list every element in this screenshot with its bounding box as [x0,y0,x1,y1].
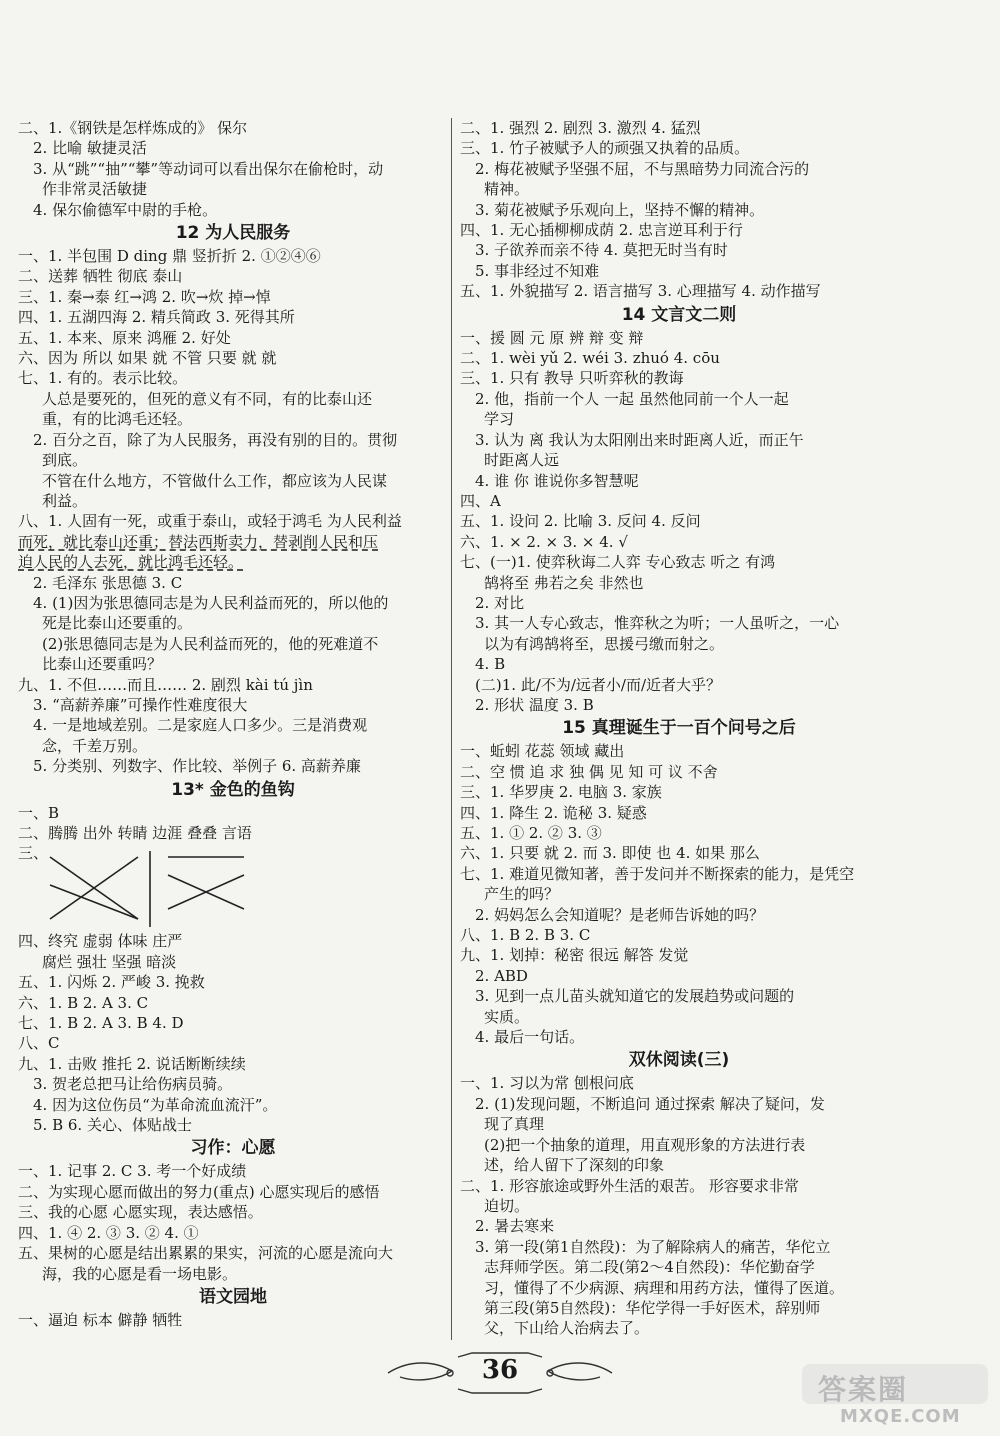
answer-line: 九、1. 不但……而且…… 2. 剧烈 kài tú jìn [18,675,313,694]
answer-line: 3. 从“跳”“抽”“攀”等动词可以看出保尔在偷枪时，动 [33,159,384,178]
answer-line: 五、果树的心愿是结出累累的果实，河流的心愿是流向大 [18,1244,394,1263]
column-divider [451,118,452,1340]
answer-line: 一、1. 习以为常 刨根问底 [460,1074,634,1093]
answer-line: 二、1. 强烈 2. 剧烈 3. 激烈 4. 猛烈 [460,119,701,137]
answer-line: 4. 保尔偷德军中尉的手枪。 [33,200,218,219]
answer-line: 四、1. ④ 2. ③ 3. ② 4. ① [18,1223,199,1242]
answer-line: 5. 事非经过不知难 [475,261,600,280]
answer-line: 重，有的比鸿毛还轻。 [42,410,193,429]
answer-line: 3. 认为 离 我认为太阳刚出来时距离人近，而正午 [475,430,804,449]
section-writing-answers [18,1161,448,1283]
answer-line: 五、1. 外貌描写 2. 语言描写 3. 心理描写 4. 动作描写 [460,282,821,301]
answer-line: 父，下山给人治病去了。 [484,1319,650,1338]
answer-line: 3. 贺老总把马让给伤病员骑。 [33,1075,233,1094]
answer-line: (二)1. 此/不为/远者小/而/近者大乎？ [475,675,721,694]
answer-line: 二、送葬 牺牲 彻底 泰山 [18,267,183,286]
answer-line: 二、空 惯 追 求 独 偶 见 知 可 议 不舍 [460,762,718,781]
answer-line: 八、1. 人固有一死，或重于泰山，或轻于鸿毛 为人民利益 [18,512,402,531]
answer-line: 二、1. wèi yǔ 2. wéi 3. zhuó 4. cōu [460,349,720,368]
answer-line: 精神。 [484,180,530,199]
answer-line: 志拜师学医。第二段(第2～4自然段)：华佗勤奋学 [484,1258,815,1277]
section-garden-answers [18,1310,448,1330]
answer-line: 腐烂 强壮 坚强 暗淡 [42,952,177,971]
answer-line: 3. 第一段(第1自然段)：为了解除病人的痛苦，华佗立 [475,1237,831,1256]
watermark-url: MXQE.COM [840,1406,961,1427]
answer-line: 三、1. 秦→泰 红→鸿 2. 吹→炊 掉→悼 [18,287,271,306]
section-weekend-reading-answers [460,1073,898,1338]
answer-line: 三、我的心愿 心愿实现，表达感悟。 [18,1203,263,1222]
answer-line: 一、逼迫 标本 僻静 牺牲 [18,1310,183,1329]
answer-line: 2. 毛泽东 张思德 3. C [33,573,183,592]
answer-line: 4. B [475,655,506,674]
answer-line: 六、1. × 2. × 3. × 4. √ [460,532,628,551]
answer-line: 一、1. 记事 2. C 3. 考一个好成绩 [18,1162,247,1181]
section-title-weekend-reading: 双休阅读(三) [628,1050,730,1071]
answer-line: 3. 其一人专心致志，惟弈秋之为听；一人虽听之，一心 [475,614,840,633]
answer-line: 三、1. 竹子被赋予人的顽强又执着的品质。 [460,139,750,158]
answer-line: 一、蚯蚓 花蕊 领域 藏出 [460,742,625,761]
left-top-block [18,118,448,220]
section-title-15: 15 真理诞生于一百个问号之后 [562,718,796,739]
answer-line: (2)张思德同志是为人民利益而死的，他的死难道不 [42,634,379,653]
answer-line: 5. B 6. 关心、体贴战士 [33,1116,192,1135]
answer-line: 五、1. 设问 2. 比喻 3. 反问 4. 反问 [460,512,701,531]
answer-line: 比泰山还要重吗？ [42,655,163,674]
section-15-answers [460,741,898,1047]
answer-line: 五、1. 闪烁 2. 严峻 3. 挽救 [18,973,205,992]
answer-line: 七、(一)1. 使弈秋诲二人弈 专心致志 听之 有鸿 [460,553,776,572]
answer-line: 2. 形状 温度 3. B [475,695,594,714]
matching-lines-icon [44,847,264,927]
answer-line: 2. 百分之百，除了为人民服务，再没有别的目的。贯彻 [33,430,398,449]
answer-line: 2. 梅花被赋予坚强不屈，不与黑暗势力同流合污的 [475,159,810,178]
answer-line: 念，千差万别。 [42,736,148,755]
answer-line: 六、1. 只要 就 2. 而 3. 即使 也 4. 如果 那么 [460,844,760,863]
section-title-garden: 语文园地 [199,1286,267,1307]
answer-line: 3. “高薪养廉”可操作性难度很大 [33,695,248,714]
answer-line: 七、1. 难道见微知著，善于发问并不断探索的能力，是凭空 [460,864,855,883]
answer-line: 2. 他，指前一个人 一起 虽然他同前一个人一起 [475,389,789,408]
answer-line: 五、1. 本来、原来 鸿雁 2. 好处 [18,328,231,347]
answer-line: 而死，就比泰山还重；替法西斯卖力，替剥削人民和压 [18,532,379,551]
answer-line: 八、C [18,1034,60,1053]
matching-lines-figure [18,843,448,931]
answer-line: 四、1. 降生 2. 诡秘 3. 疑惑 [460,803,647,822]
section-title-12: 12 为人民服务 [175,223,291,244]
answer-line: 不管在什么地方，不管做什么工作，都应该为人民谋 [42,471,388,490]
answer-line: 4. 因为这位伤员“为革命流血流汗”。 [33,1095,278,1114]
section-title-writing: 习作：心愿 [190,1138,276,1159]
answer-line: 5. 分类别、列数字、作比较、举例子 6. 高薪养廉 [33,757,361,776]
section-12-answers [18,246,448,777]
answer-line: 述，给人留下了深刻的印象 [484,1156,665,1175]
answer-line: 九、1. 划掉：秘密 很远 解答 发觉 [460,946,689,965]
answer-line: 一、1. 半包围 D ding 鼎 竖折折 2. ①②④⑥ [18,247,321,266]
section-14-answers [460,328,898,716]
answer-line: 二、1. 形容旅途或野外生活的艰苦。 形容要求非常 [460,1176,799,1195]
answer-line: 九、1. 击败 推托 2. 说话断断续续 [18,1054,246,1073]
answer-line: 七、1. B 2. A 3. B 4. D [18,1014,184,1033]
answer-line: (2)把一个抽象的道理，用直观形象的方法进行表 [484,1135,806,1154]
answer-line: 2. 暑去寒来 [475,1217,555,1236]
answer-line: 八、1. B 2. B 3. C [460,926,591,945]
answer-line: 人总是要死的，但死的意义有不同，有的比泰山还 [42,389,373,408]
answer-line: 一、B [18,803,60,822]
left-column [18,118,448,1330]
answer-line: 学习 [484,410,515,429]
answer-line: 三、1. 华罗庚 2. 电脑 3. 家族 [460,783,662,802]
answer-line: 实质。 [484,1007,530,1026]
answer-line: 死是比泰山还要重的。 [42,614,193,633]
answer-line: 产生的吗？ [484,885,560,904]
answer-line: 一、援 圆 元 原 辨 辩 变 辩 [460,328,644,347]
section-13-answers [18,803,448,1136]
answer-line: 三、 [18,844,49,863]
answer-line: 三、1. 只有 教导 只听弈秋的教诲 [460,369,684,388]
answer-line: 利益。 [42,491,88,510]
answer-line: 海，我的心愿是看一场电影。 [42,1264,238,1283]
answer-line: 3. 菊花被赋予乐观向上，坚持不懈的精神。 [475,200,765,219]
answer-line: 四、1. 五湖四海 2. 精兵简政 3. 死得其所 [18,308,295,327]
answer-line: 二、1.《钢铁是怎样炼成的》 保尔 [18,119,248,137]
answer-line: 鹄将至 弗若之矣 非然也 [484,573,644,592]
answer-line: 二、腾腾 出外 转睛 边涯 叠叠 言语 [18,824,252,842]
answer-line: 四、A [460,491,501,510]
watermark-title: 答案圈 [818,1373,909,1406]
answer-line: 到底。 [42,451,88,470]
answer-line: 第三段(第5自然段)：华佗学得一手好医术，辞别师 [484,1298,821,1317]
answer-line: 四、1. 无心插柳柳成荫 2. 忠言逆耳利于行 [460,221,743,240]
answer-line: 4. (1)因为张思德同志是为人民利益而死的，所以他的 [33,593,389,612]
answer-line: 五、1. ① 2. ② 3. ③ [460,824,602,842]
answer-line: 4. 一是地域差别。二是家庭人口多少。三是消费观 [33,716,368,735]
right-top-block [460,118,898,302]
answer-line: 2. ABD [475,966,528,985]
answer-line: 4. 最后一句话。 [475,1028,585,1047]
answer-line: 2. 对比 [475,593,525,612]
answer-line: 二、为实现心愿而做出的努力(重点) 心愿实现后的感悟 [18,1182,380,1201]
answer-line: 3. 子欲养而亲不待 4. 莫把无时当有时 [475,241,728,260]
answer-line: 七、1. 有的。表示比较。 [18,369,188,388]
answer-line: 迫切。 [484,1196,530,1215]
answer-line: 以为有鸿鹄将至，思援弓缴而射之。 [484,634,725,653]
page-number: 36 [481,1355,519,1385]
answer-line: 六、因为 所以 如果 就 不管 只要 就 就 [18,349,277,368]
answer-line: 作非常灵活敏捷 [42,180,148,199]
section-title-14: 14 文言文二则 [621,304,737,325]
answer-line: 时距离人远 [484,451,560,470]
right-column [460,118,898,1339]
answer-line: 2. 比喻 敏捷灵活 [33,139,147,158]
answer-line: 迫人民的人去死，就比鸿毛还轻。 [18,553,244,572]
answer-line: 3. 见到一点儿苗头就知道它的发展趋势或问题的 [475,987,795,1006]
answer-line: 习，懂得了不少病源、病理和用药方法，懂得了医道。 [484,1278,845,1297]
answer-line: 六、1. B 2. A 3. C [18,993,149,1012]
answer-line: 2. 妈妈怎么会知道呢？是老师告诉她的吗？ [475,905,765,924]
answer-line: 4. 谁 你 谁说你多智慧呢 [475,471,639,490]
answer-line: 四、终究 虚弱 体味 庄严 [18,932,183,951]
answer-line: 2. (1)发现问题，不断追问 通过探索 解决了疑问，发 [475,1094,825,1113]
section-title-13: 13* 金色的鱼钩 [171,779,295,800]
answer-line: 现了真理 [484,1115,545,1134]
